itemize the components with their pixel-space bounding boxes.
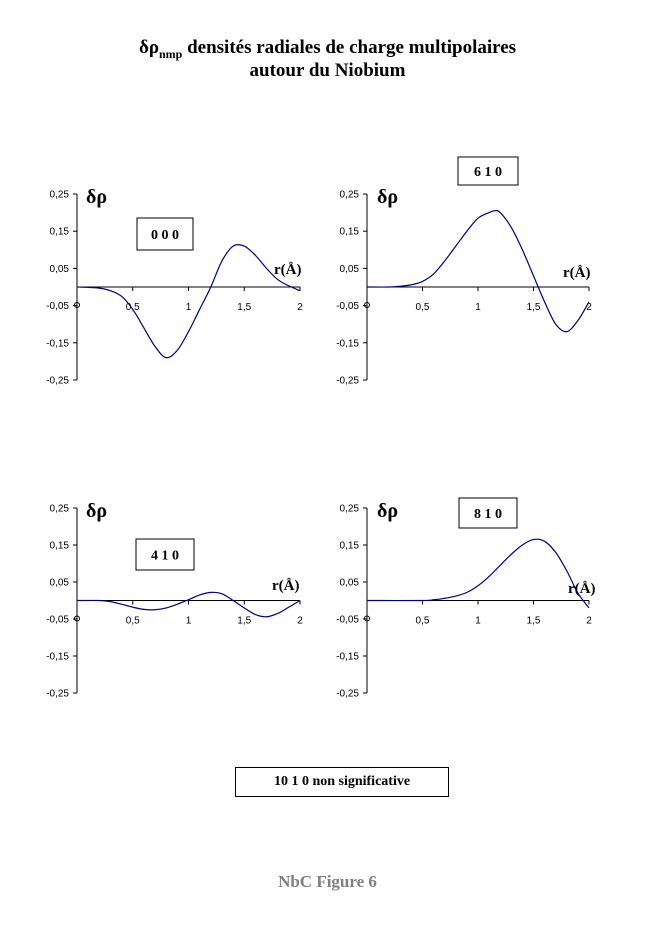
y-tick-label: 0,05 [49,263,69,275]
note-box: 10 1 0 non significative [235,767,449,797]
x-axis-label: r(Å) [563,265,591,281]
series-label: 0 0 0 [151,228,179,243]
x-tick-label: 2 [297,302,303,313]
x-tick-label: 1 [185,302,192,313]
y-tick-label: -0,15 [336,338,359,350]
y-axis-label: δρ [86,186,108,208]
series-line-3 [77,592,300,616]
y-tick-label: -0,05 [336,614,359,626]
title-prefix: δρ [138,37,159,58]
series-label: 6 1 0 [474,165,502,180]
chart-title-line2: autour du Niobium [249,60,406,81]
y-tick-label: 0,05 [49,577,69,589]
y-tick-label: -0,25 [46,375,69,387]
x-tick-label: 1,5 [526,302,541,313]
y-tick-label: -0,15 [336,651,359,663]
figure-caption: NbC Figure 6 [278,872,377,891]
title-subscript: nmp [158,46,183,61]
y-tick-label: 0,25 [49,189,69,201]
y-tick-label: 0,25 [49,503,69,515]
x-tick-label: 0,5 [415,302,430,313]
y-tick-label: 0,15 [49,540,69,552]
x-tick-label: 1 [475,302,481,313]
y-axis-label: δρ [377,186,399,208]
y-tick-label: -0,05 [46,614,69,626]
x-axis-label: r(Å) [568,581,596,597]
series-label: 8 1 0 [474,507,502,522]
series-line-2 [367,211,589,332]
y-tick-label: -0,25 [336,375,359,387]
y-axis-label: δρ [377,500,399,522]
y-tick-label: 0,05 [339,263,359,275]
series-label: 4 1 0 [151,548,179,564]
y-tick-label: 0,25 [339,503,359,515]
y-axis-label: δρ [86,500,108,522]
x-tick-label: 0,5 [125,302,140,313]
x-tick-label: 1 [185,615,192,627]
y-tick-label: 0,05 [339,577,359,589]
y-tick-label: -0,15 [46,651,69,663]
y-tick-label: -0,25 [336,688,359,700]
y-tick-label: -0,15 [46,338,69,350]
x-tick-label: 1,5 [526,615,541,627]
title-rest: densités radiales de charge multipolaires [182,37,517,58]
x-axis-label: r(Å) [274,262,302,278]
y-tick-label: -0,05 [336,301,359,313]
y-tick-label: -0,05 [46,301,69,313]
x-tick-label: 0,5 [415,615,430,627]
y-tick-label: 0,15 [49,226,69,238]
x-tick-label: 2 [586,615,592,627]
x-tick-label: 2 [586,302,592,313]
series-line-4 [367,539,589,608]
y-tick-label: 0,15 [339,226,359,238]
x-tick-label: 1,5 [237,615,252,627]
x-axis-label: r(Å) [272,578,300,594]
y-tick-label: -0,25 [46,688,69,700]
x-tick-label: 0,5 [125,615,140,627]
x-tick-label: 1,5 [237,302,252,313]
y-tick-label: 0,25 [339,189,359,201]
x-tick-label: 1 [475,615,481,627]
y-tick-label: 0,15 [339,540,359,552]
x-tick-label: 2 [297,615,303,627]
